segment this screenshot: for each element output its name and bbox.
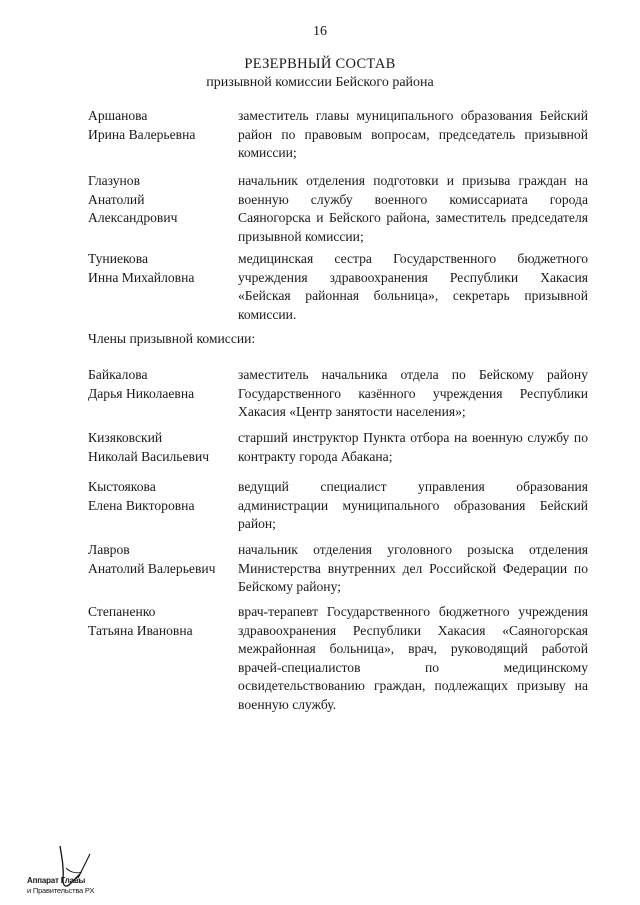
person-given-name: Инна Михайловна xyxy=(88,269,195,285)
person-role: медицинская сестра Государственного бюджетного учреждения здравоохранения Республики Хакасия «Бейская районная больница», секретарь призывной комиссии. xyxy=(238,251,588,322)
person-given-name: Анатолий xyxy=(88,191,145,207)
person-name xyxy=(88,172,238,228)
person-role: начальник отделения подготовки и призыва граждан на военную службу военного комиссариата города Саяногорска и Бейского района, заместитель председателя призывной комиссии; xyxy=(238,173,588,244)
document-title: РЕЗЕРВНЫЙ СОСТАВ xyxy=(244,56,396,72)
person-surname: Глазунов xyxy=(88,173,141,188)
person-surname: Аршанова xyxy=(88,108,148,123)
person-given-name: Николай Васильевич xyxy=(88,448,210,464)
stamp-line-1: Аппарат Главы xyxy=(27,876,86,885)
person-surname: Лавров xyxy=(88,542,130,557)
members-heading: Члены призывной комиссии: xyxy=(88,331,256,346)
person-given-name: Елена Викторовна xyxy=(88,497,195,513)
stamp-line-2: и Правительства РХ xyxy=(27,886,95,895)
page-number: 16 xyxy=(313,24,327,39)
person-role: начальник отделения уголовного розыска отделения Министерства внутренних дел Российской Федерации по Бейскому району; xyxy=(238,542,588,594)
person-given-name: Анатолий Валерьевич xyxy=(88,560,216,576)
person-role: заместитель начальника отдела по Бейскому району Государственного казённого учреждения Республики Хакасия «Центр занятости населения»; xyxy=(238,367,588,419)
person-name xyxy=(88,107,238,144)
person-role: ведущий специалист управления образования администрации муниципального образования Бейский район; xyxy=(238,479,588,531)
person-name xyxy=(88,478,238,515)
person-role: старший инструктор Пункта отбора на военную службу по контракту города Абакана; xyxy=(238,430,588,464)
person-surname: Степаненко xyxy=(88,604,156,619)
person-name xyxy=(88,541,238,578)
person-role: врач-терапевт Государственного бюджетного учреждения здравоохранения Республики Хакасия «Саяногорская межрайонная больница», врач, руководящий работой врачей-специалистов по медицинскому освидетельствованию граждан, подлежащих призыву на военную службу. xyxy=(238,604,588,712)
person-surname: Туниекова xyxy=(88,251,148,266)
person-surname: Байкалова xyxy=(88,367,148,382)
person-surname: Кизяковский xyxy=(88,430,163,445)
person-given-name: Дарья Николаевна xyxy=(88,385,195,401)
person-name xyxy=(88,603,238,640)
person-name xyxy=(88,250,238,287)
person-given-name: Татьяна Ивановна xyxy=(88,622,193,638)
person-surname: Кыстоякова xyxy=(88,479,156,494)
document-subtitle: призывной комиссии Бейского района xyxy=(206,75,434,90)
person-given-name: Ирина Валерьевна xyxy=(88,126,196,142)
person-role: заместитель главы муниципального образования Бейский район по правовым вопросам, председатель призывной комиссии; xyxy=(238,108,588,160)
person-name xyxy=(88,429,238,466)
person-patronymic: Александрович xyxy=(88,210,178,225)
person-name xyxy=(88,366,238,403)
